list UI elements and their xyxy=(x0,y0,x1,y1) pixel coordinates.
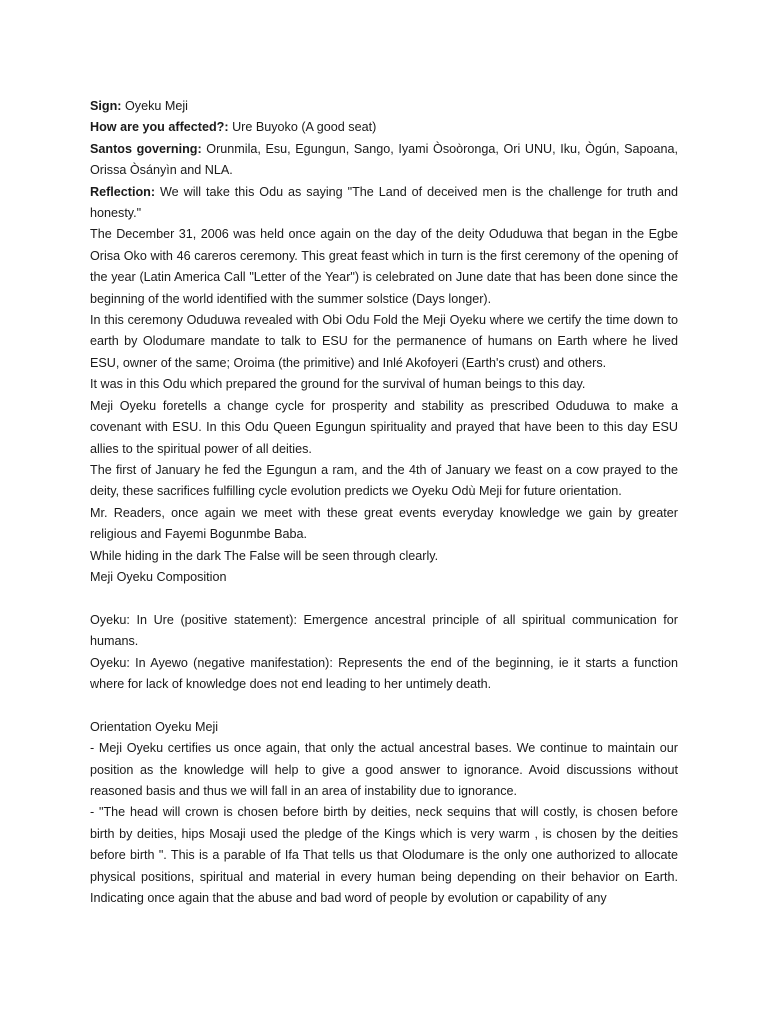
sign-value: Oyeku Meji xyxy=(124,99,188,113)
paragraph-change-cycle: Meji Oyeku foretells a change cycle for prosperity and stability as prescribed Oduduwa to make a covenant with ESU. In this Odu Queen Egungun spirituality and prayed that have been to this day ESU allies to the spiritual power of all deities. xyxy=(90,398,678,456)
paragraph-oyeku-ayewo: Oyeku: In Ayewo (negative manifestation): Represents the end of the beginning, ie it starts a function where for lack of knowledge does not end leading to her untimely death. xyxy=(90,655,678,691)
affected-value: Ure Buyoko (A good seat) xyxy=(232,120,377,135)
paragraph-certifies: - Meji Oyeku certifies us once again, that only the actual ancestral bases. We continue to maintain our position as the knowledge will help to give a good answer to ignorance. Avoid discussions without reasoned basis and thus we will fall in an area of instability due to ignorance. xyxy=(90,741,678,798)
section-heading-composition: Meji Oyeku Composition xyxy=(90,569,227,584)
paragraph-readers: Mr. Readers, once again we meet with these great events everyday knowledge we gain by greater religious and Fayemi Bogunmbe Baba. xyxy=(90,505,678,542)
paragraph-survival: It was in this Odu which prepared the ground for the survival of human beings to this day. xyxy=(90,377,586,392)
blank-line xyxy=(90,695,678,716)
paragraph-head-crown: - "The head will crown is chosen before birth by deities, neck sequins that will costly, is chosen before birth by deities, hips Mosaji used the pledge of the Kings which is very warm , is chosen by the deities before birth ". This is a parable of Ifa That tells us that Olodumare is the only one authorized to allocate physical positions, spiritual and material in every human being depending on their behavior on Earth. Indicating once again that the abuse and bad word of people by evolution or capability of any xyxy=(90,805,678,905)
affected-label: How are you affected?: xyxy=(90,120,229,135)
reflection-value: We will take this Odu as saying "The Land of deceived men is the challenge for truth and honesty." xyxy=(90,184,678,221)
santos-line xyxy=(90,139,678,182)
santos-label: Santos governing: xyxy=(90,141,202,156)
sign-line xyxy=(90,96,678,117)
affected-line xyxy=(90,117,678,138)
paragraph-hiding: While hiding in the dark The False will be seen through clearly. xyxy=(90,548,439,563)
blank-line xyxy=(90,588,678,609)
reflection-line xyxy=(90,182,678,225)
paragraph-oyeku-ure: Oyeku: In Ure (positive statement): Emergence ancestral principle of all spiritual communication for humans. xyxy=(90,612,678,649)
santos-value: Orunmila, Esu, Egungun, Sango, Iyami Òsoòronga, Ori UNU, Iku, Ògún, Sapoana, Orissa Òsányìn and NLA. xyxy=(90,141,678,178)
section-heading-orientation: Orientation Oyeku Meji xyxy=(90,719,219,734)
sign-label: Sign: xyxy=(90,99,122,113)
paragraph-first-of-january: The first of January he fed the Egungun a ram, and the 4th of January we feast on a cow prayed to the deity, these sacrifices fulfilling cycle evolution predicts we Oyeku Odù Meji for future orientation. xyxy=(90,462,678,499)
paragraph-ceremony-date: The December 31, 2006 was held once again on the day of the deity Oduduwa that began in the Egbe Orisa Oko with 46 careros ceremony. This great feast which in turn is the first ceremony of the opening of the year (Latin America Call "Letter of the Year") is celebrated on June date that has been done since the beginning of the world identified with the summer solstice (Days longer). xyxy=(90,227,678,306)
paragraph-oduduwa-revealed: In this ceremony Oduduwa revealed with Obi Odu Fold the Meji Oyeku where we certify the time down to earth by Olodumare mandate to talk to ESU for the permanence of humans on Earth where he lived ESU, owner of the same; Oroima (the primitive) and Inlé Akofoyeri (Earth's crust) and others. xyxy=(90,313,678,370)
reflection-label: Reflection: xyxy=(90,184,156,199)
